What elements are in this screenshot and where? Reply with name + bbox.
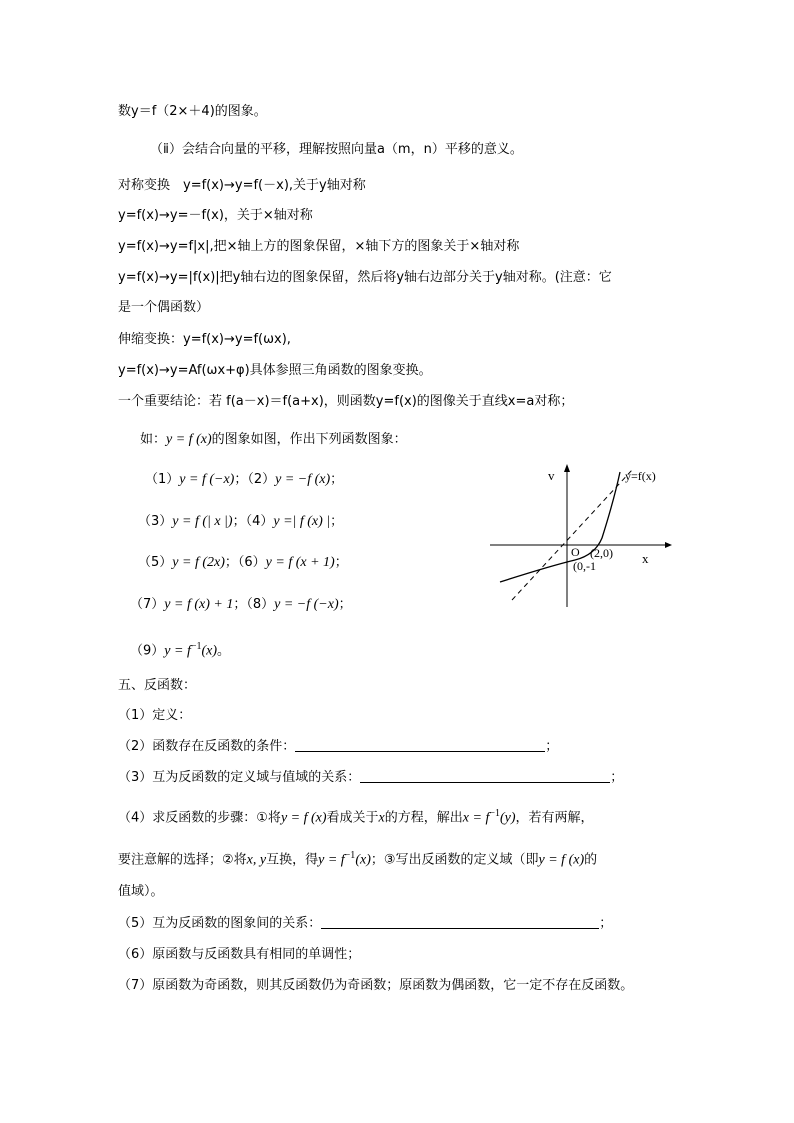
- text-line: （4）求反函数的步骤：①将y = f (x)看成关于x的方程，解出$x = f^{-1}(y)$，若有两解，: [118, 808, 594, 826]
- curve-label: y=f(x): [625, 469, 656, 483]
- exercise-item: （3）y = f (| x |)；（4）y =| f (x) |；: [138, 514, 344, 529]
- y-axis-arrow: [564, 464, 570, 472]
- text-line: y=f(x)→y=|f(x)|把y轴右边的图象保留，然后将y轴右边部分关于y轴对称。(注意：它: [118, 270, 612, 285]
- text-line: （1）定义：: [118, 708, 192, 723]
- text-line: y=f(x)→y=－f(x)，关于×轴对称: [118, 208, 313, 223]
- text-line: y=f(x)→y=Af(ωx+φ)具体参照三角函数的图象变换。: [118, 363, 432, 378]
- x-axis-label: x: [642, 551, 649, 566]
- blank-line: [295, 737, 545, 752]
- origin-label: O: [571, 545, 580, 559]
- text-line: （ⅱ）会结合向量的平移，理解按照向量a（m，n）平移的意义。: [150, 142, 523, 157]
- exercise-item: （7）y = f (x) + 1；（8）y = −f (−x)；: [130, 597, 352, 612]
- exercise-item: （5）y = f (2x)；（6）y = f (x + 1)；: [138, 555, 348, 570]
- exercise-item: （1）y = f (−x)；（2）y = −f (x)；: [145, 472, 344, 487]
- text-line: （3）互为反函数的定义域与值域的关系： ；: [118, 770, 624, 785]
- text-line: 是一个偶函数）: [118, 300, 210, 315]
- text-line: 一个重要结论：若 f(a－x)＝f(a+x)，则函数y=f(x)的图像关于直线x=a对称；: [118, 394, 574, 409]
- blank-line: [360, 768, 610, 783]
- text-line: 值域）。: [118, 884, 164, 899]
- text-line: （7）原函数为奇函数，则其反函数仍为奇函数；原函数为偶函数，它一定不存在反函数。: [118, 978, 634, 993]
- y-axis-label: v: [548, 468, 555, 483]
- text-line: （6）原函数与反函数具有相同的单调性；: [118, 947, 361, 962]
- point-y-label: (0,-1: [573, 559, 596, 573]
- text-line: 对称变换 y=f(x)→y=f(－x),关于y轴对称: [118, 178, 366, 193]
- dashed-line: [512, 470, 632, 600]
- text-line: 伸缩变换：y=f(x)→y=f(ωx),: [118, 332, 291, 347]
- function-graph: [480, 460, 680, 610]
- blank-line: [321, 914, 599, 929]
- text-line: （5）互为反函数的图象间的关系： ；: [118, 916, 613, 931]
- exercise-intro: 如：y = f (x)的图象如图，作出下列函数图象：: [140, 432, 407, 447]
- point-x-label: (2,0): [590, 546, 613, 560]
- text-line: （2）函数存在反函数的条件： ；: [118, 739, 559, 754]
- function-curve: [500, 472, 620, 582]
- text-line: 数y＝f（2×＋4)的图象。: [118, 104, 267, 119]
- section-heading: 五、反函数：: [118, 678, 197, 693]
- x-axis-arrow: [665, 542, 672, 548]
- text-line: y=f(x)→y=f|x|,把×轴上方的图象保留，×轴下方的图象关于×轴对称: [118, 239, 520, 254]
- exercise-item: $(9)y = f^{-1}(x)$。: [130, 641, 231, 659]
- text-line: 要注意解的选择；②将x, y互换，得$y = f^{-1}(x)$；③写出反函数的定义域（即y = f (x)的: [118, 850, 598, 868]
